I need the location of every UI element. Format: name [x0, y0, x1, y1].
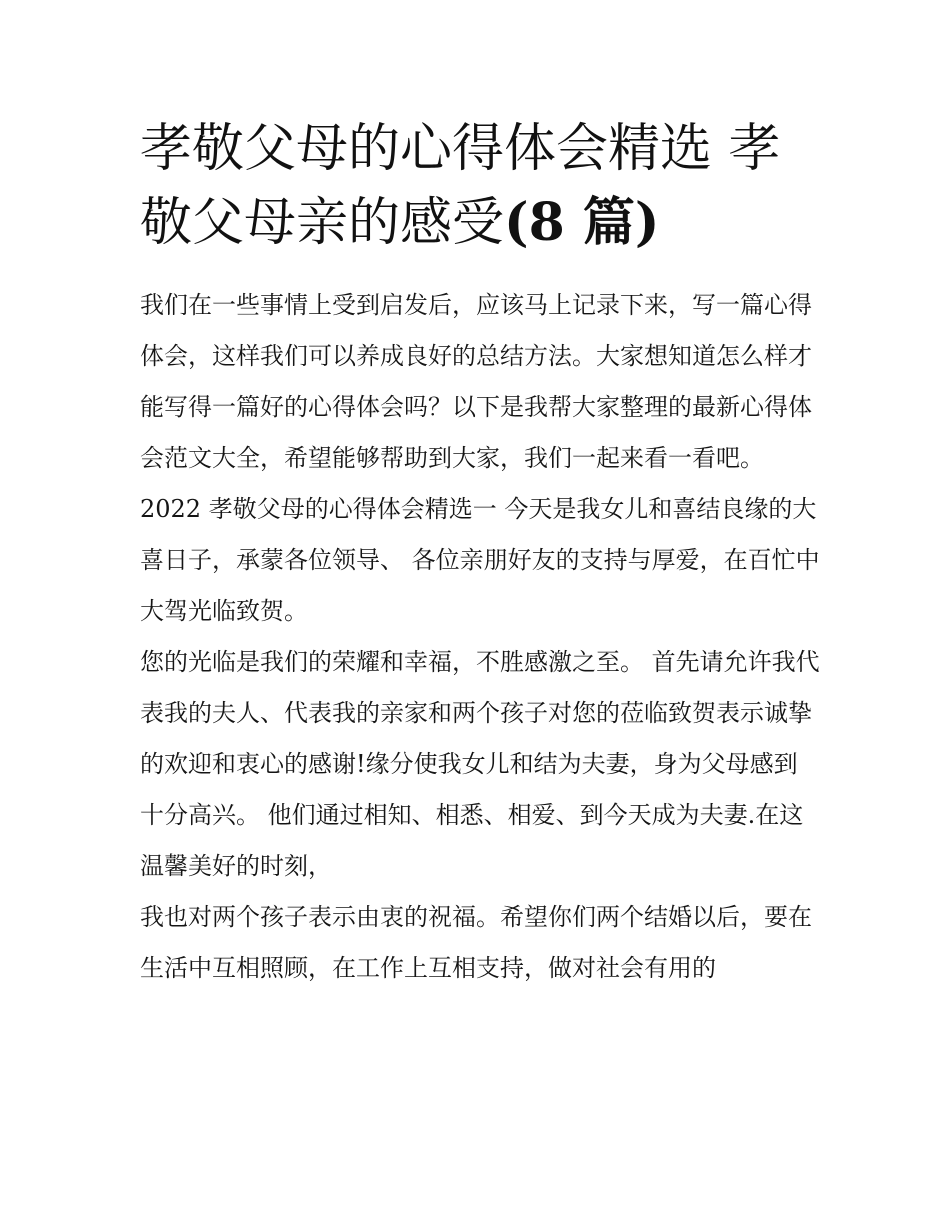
- paragraph-intro: 我们在一些事情上受到启发后，应该马上记录下来，写一篇心得体会，这样我们可以养成良好的总结方法。大家想知道怎么样才能写得一篇好的心得体会吗？以下是我帮大家整理的最新心得体会范文大全，希望能够帮助到大家，我们一起来看一看吧。: [140, 291, 812, 472]
- title-text: 孝敬父母的心得体会精选 孝敬父母亲的感受: [140, 119, 781, 253]
- title-count: (8 篇): [504, 192, 660, 253]
- paragraph-2: 您的光临是我们的荣耀和幸福，不胜感激之至。 首先请允许我代表我的夫人、代表我的亲家和两个孩子对您的莅临致贺表示诚挚: [140, 648, 820, 727]
- paragraph-4: 我也对两个孩子表示由衷的祝福。希望你们两个结婚以后，要在生活中互相照顾，在工作上互相支持，做对社会有用的: [140, 903, 812, 982]
- paragraph-1: 2022 孝敬父母的心得体会精选一 今天是我女儿和喜结良缘的大喜日子，承蒙各位领导、 各位亲朋好友的支持与厚爱，在百忙中大驾光临致贺。: [140, 495, 820, 625]
- document-title: [140, 112, 820, 260]
- document-body: [140, 280, 820, 994]
- paragraph-3: 的欢迎和衷心的感谢!缘分使我女儿和结为夫妻，身为父母感到十分高兴。 他们通过相知、相悉、相爱、到今天成为夫妻.在这温馨美好的时刻，: [140, 750, 804, 880]
